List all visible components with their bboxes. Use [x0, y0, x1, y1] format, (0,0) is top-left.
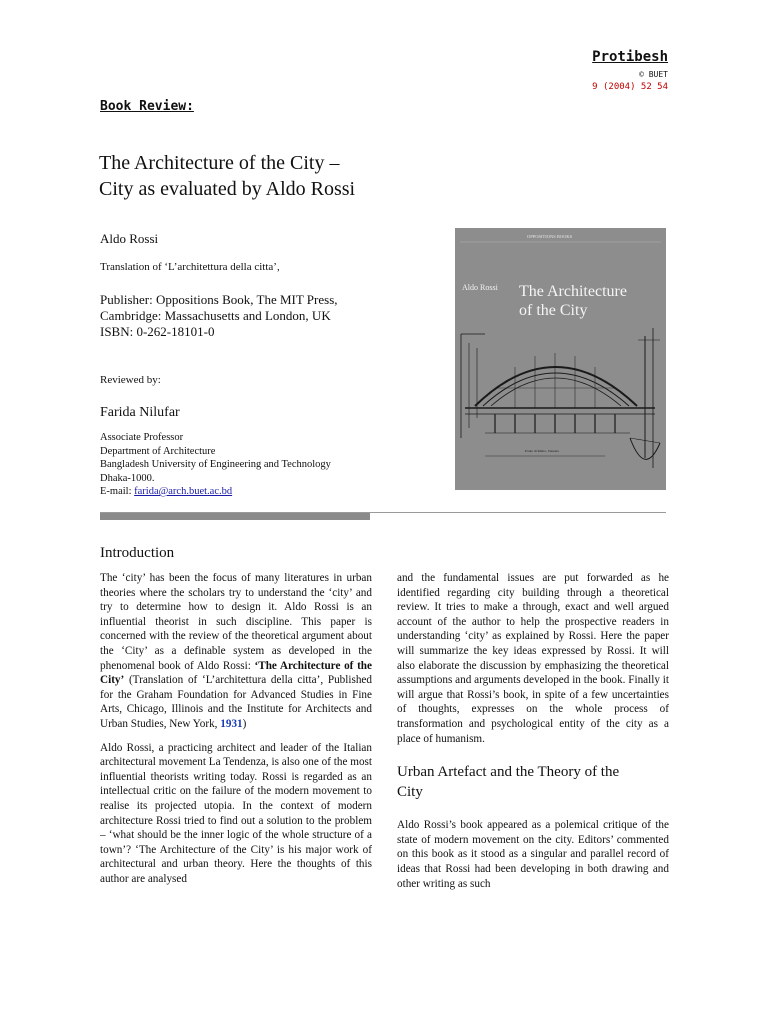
intro-paragraph-1: [100, 571, 372, 732]
intro-p1-text: The ‘city’ has been the focus of many literatures in urban theories where the scholars try to understand the ‘city’ and try to determine how to design it. Aldo Rossi is an influential theorist in such discipline. This paper is concerned with the review of the theoretical argument about the ‘City’ as a definable system as developed in the phenomenal book of Aldo Rossi:: [100, 572, 372, 672]
citation: 9 (2004) 52 54: [592, 82, 668, 92]
reviewer-city: Dhaka-1000.: [100, 472, 155, 484]
divider-thick: [100, 513, 370, 520]
right-column: [397, 571, 669, 900]
intro-p1-end: ): [242, 717, 247, 730]
publisher-mark: © BUET: [639, 70, 668, 79]
intro-p1-text-2: (Translation of ‘L’architettura della citta’, Published for the Graham Foundation for Advanced Studies in Fine Arts, Chicago, Illinois and the Institute for Architects and Urban Studies, New York,: [100, 674, 372, 730]
intro-book-title: ‘The Architecture of the City’: [100, 659, 372, 687]
intro-paragraph-2: Aldo Rossi, a practicing architect and leader of the Italian architectural movement La Tendenza, is also one of the most influential theorists writing today. Rossi is regarded as an intellectual critic on the failure of the modern movement to realise its projected utopia. In the context of modern architecture Rossi tried to find out a solution to the problem – ‘what should be the inner logic of the whole structure of a town’? ‘The Architecture of the City’ is his major work of architectural and urban theory. Here the thoughts of this author are analysed: [100, 741, 372, 885]
publisher-line-2: Cambridge: Massachusetts and London, UK: [100, 308, 331, 323]
cover-series: OPPOSITIONS BOOKS: [527, 234, 573, 239]
book-author: Aldo Rossi: [100, 231, 159, 246]
cover-title-line-2: of the City: [519, 302, 588, 319]
book-publisher-info: [100, 292, 400, 340]
cover-caption: Ponte di Rialto, Venezia: [525, 449, 559, 453]
book-cover-image: [455, 228, 666, 490]
article-title: [99, 150, 419, 202]
publisher-line-1: Publisher: Oppositions Book, The MIT Press,: [100, 292, 338, 307]
urban-artefact-heading: [397, 762, 669, 802]
reviewer-email-row: [100, 485, 400, 499]
intro-year: 1931: [220, 717, 243, 730]
reviewer-university: Bangladesh University of Engineering and Technology: [100, 459, 331, 470]
cover-author: Aldo Rossi: [462, 283, 498, 292]
heading-line-2: City: [397, 784, 423, 801]
right-paragraph-2: Aldo Rossi’s book appeared as a polemical critique of the state of modern movement on the city. Editors’ commented on this book as it stood as a singular and parallel record of ideas that Rossi had been developing in both drawing and other writing as such: [397, 819, 669, 890]
reviewer-affiliation: [100, 431, 400, 499]
reviewer-department: Department of Architecture: [100, 445, 216, 457]
heading-line-1: Urban Artefact and the Theory of the: [397, 764, 620, 781]
right-paragraph-1: and the fundamental issues are put forwarded as he identified regarding city building through a theoretical review. It tries to make a through, exact and well argued account of the author to help the prospective readers in understanding ‘city’ as explained by Rossi. Here the paper will summarize the key ideas expressed by Rossi. It will also elaborate the discussion by emphasizing the theoretical assumptions and arguments developed in the book. Finally it will argue that Rossi’s book, in spite of a few uncertainties of thoughts, expresses on the whole process of transformation and psychological entity of the city as a place of humanism.: [397, 572, 669, 745]
left-column: [100, 571, 372, 895]
email-link[interactable]: farida@arch.buet.ac.bd: [134, 486, 233, 497]
introduction-heading: Introduction: [100, 545, 175, 561]
title-line-2: City as evaluated by Aldo Rossi: [99, 178, 356, 200]
email-label: E-mail:: [100, 486, 135, 497]
reviewed-by-label: Reviewed by:: [100, 374, 161, 386]
cover-title-line-1: The Architecture: [519, 283, 627, 300]
journal-name: Protibesh: [592, 49, 668, 65]
reviewer-name: Farida Nilufar: [100, 405, 180, 420]
title-line-1: The Architecture of the City –: [99, 152, 340, 174]
book-translation: Translation of ‘L’architettura della citta’,: [100, 261, 280, 273]
section-label: Book Review:: [100, 99, 194, 114]
reviewer-position: Associate Professor: [100, 432, 184, 443]
book-cover-illustration: [455, 228, 666, 490]
isbn: ISBN: 0-262-18101-0: [100, 324, 215, 339]
